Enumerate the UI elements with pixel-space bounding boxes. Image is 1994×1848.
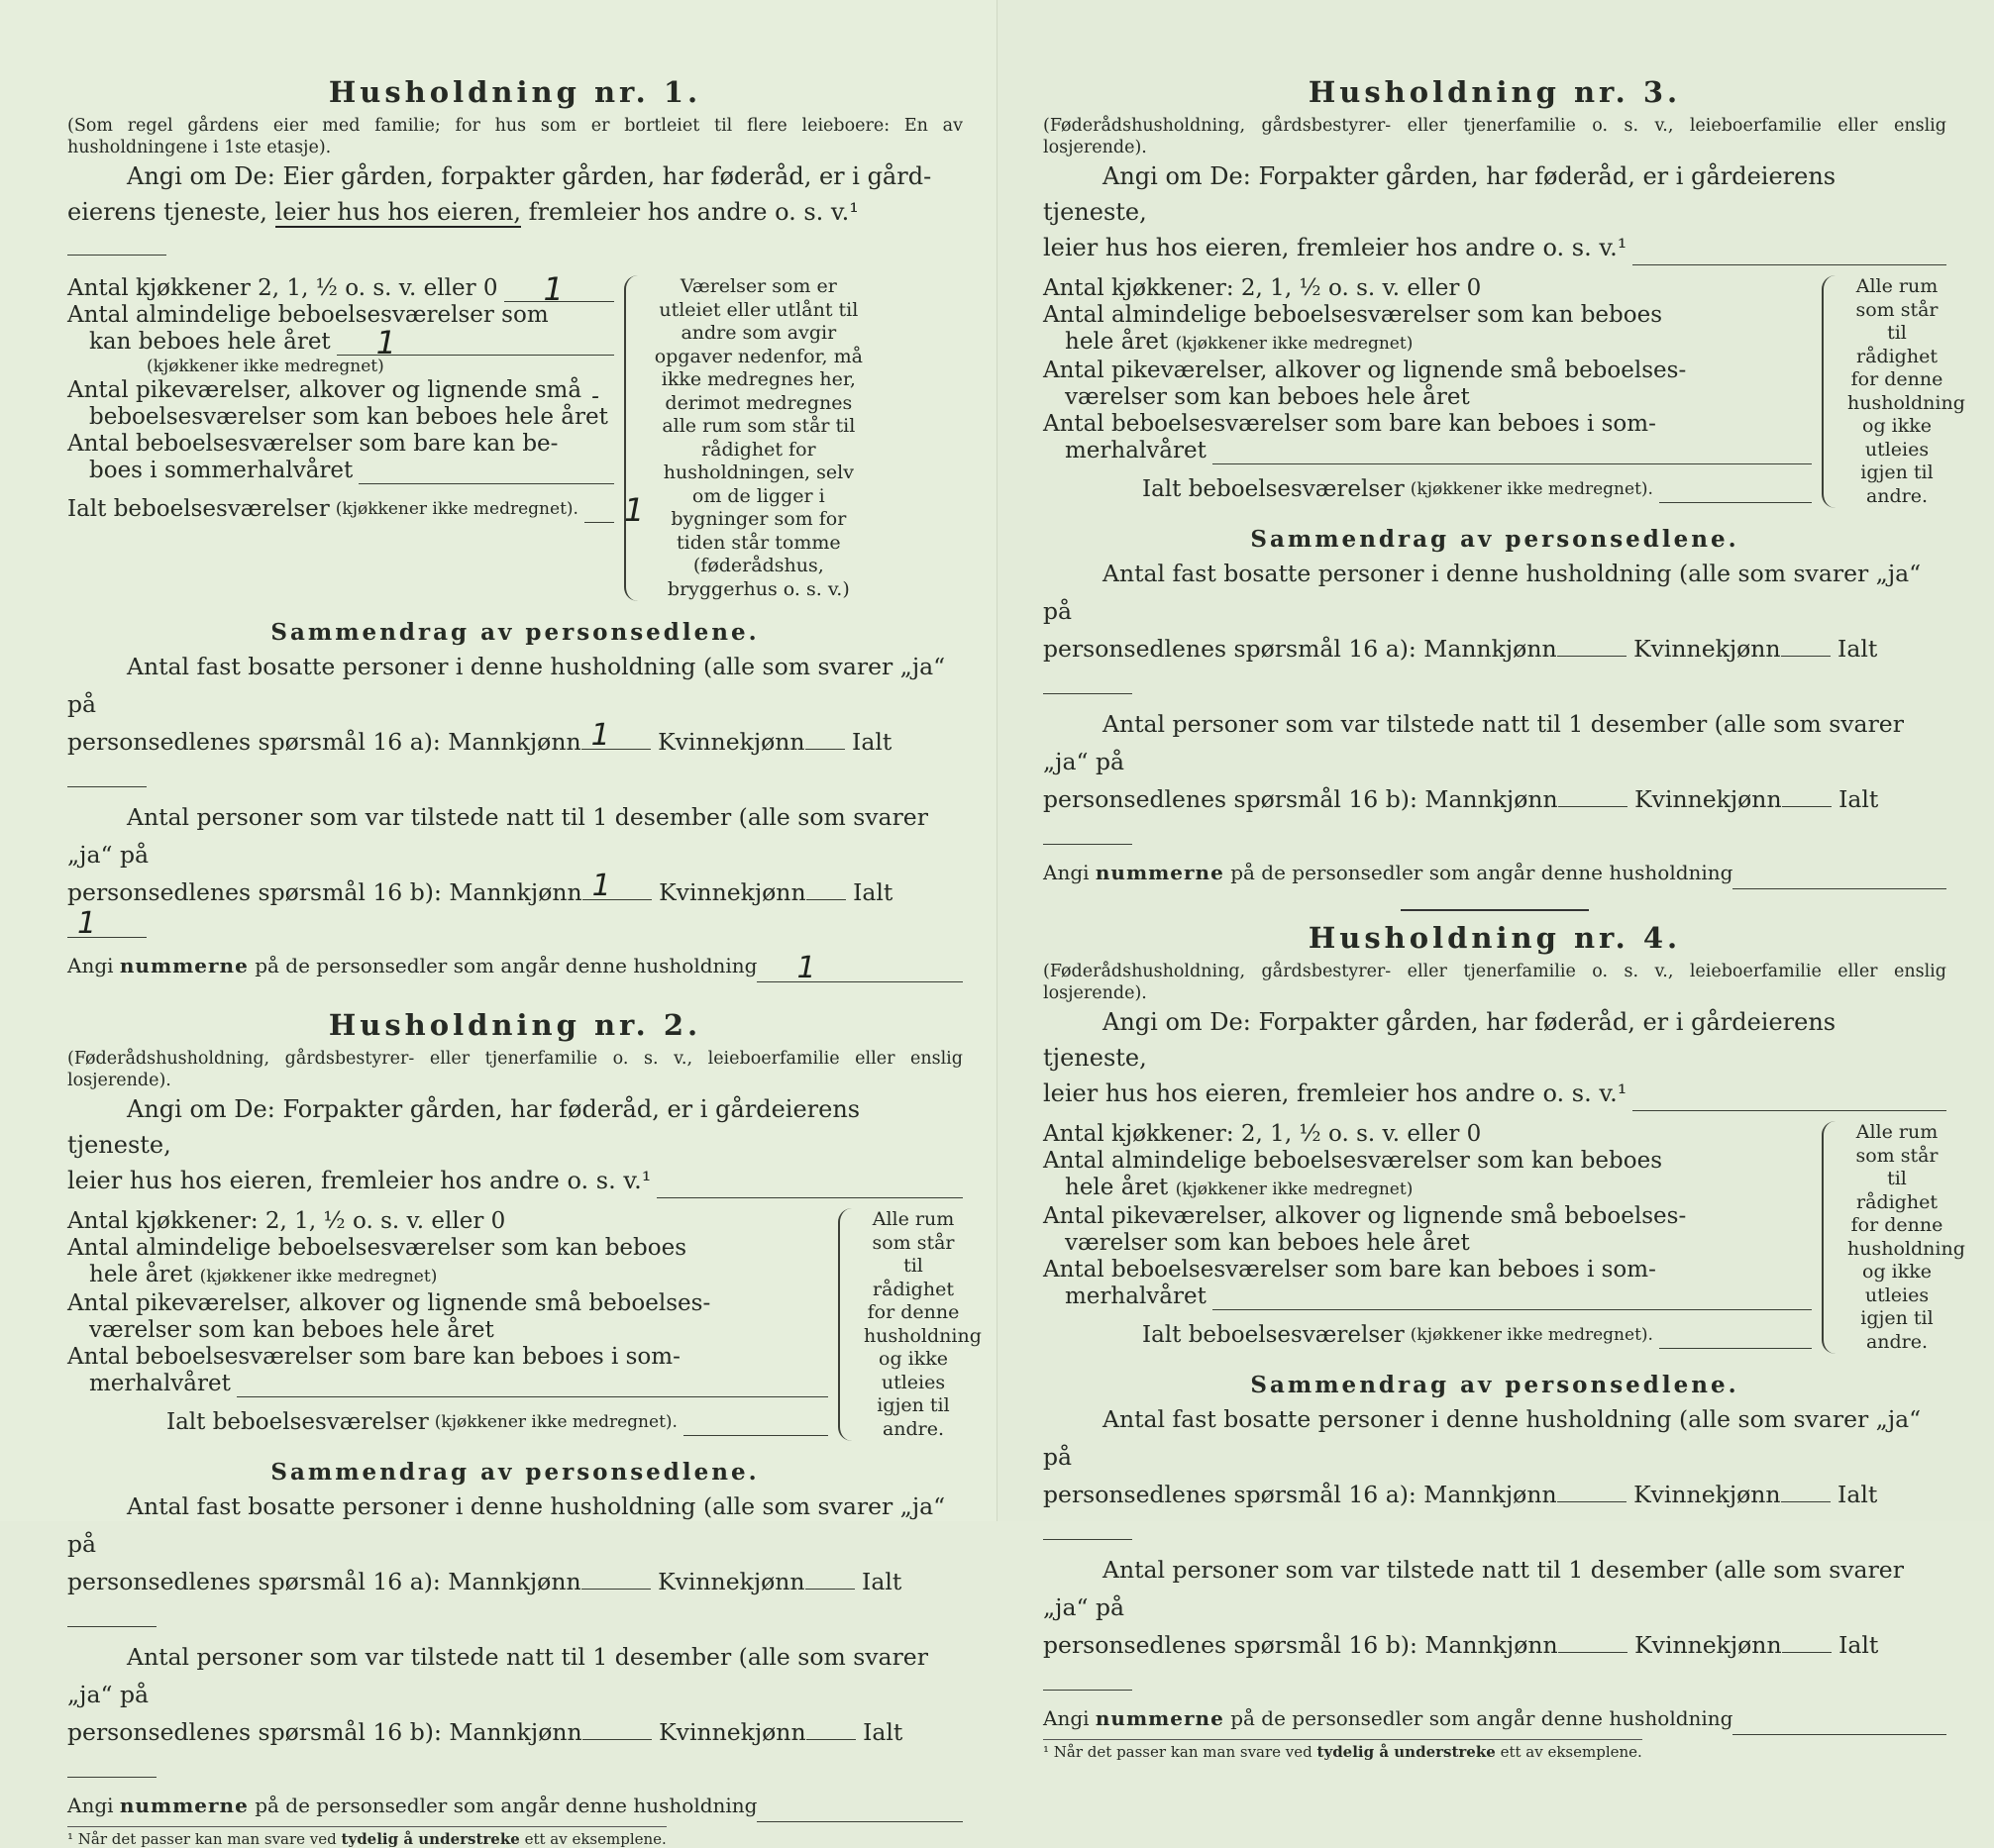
- household-4-title: Husholdning nr. 4.: [1308, 921, 1682, 955]
- household-3-title: Husholdning nr. 3.: [1308, 75, 1682, 109]
- household-1-rooms: Antal kjøkkener 2, 1, ½ o. s. v. eller 0 1 Antal almindelige beboelsesværelser som kan beboes hele året 1 (kjøkkener ikke medregnet) Antal pikeværelser, alkover og lignende små - beboelsesværelser som kan beboes hele året Antal beboelsesværelser som bare kan be- boes i sommerhalvåret Ialt beboelsesværelser (kjøkkener ikke medregnet). 1 Værelser som er utleiet eller utlånt til andre som avgir opgaver nedenfor, må ikke medregnes her, derimot medregnes alle rum som står til rådighet for husholdningen, selv om de ligger i bygninger som for tiden står tomme (føderådshus, bryggerhus o. s. v.): [67, 275, 963, 601]
- right-page: Husholdning nr. 3. (Føderådshusholdning, gårdsbestyrer- eller tjenerfamilie o. s. v., leieboerfamilie eller enslig losjerende). Angi om De: Forpakter gården, har føderåd, er i gårdeierens tjeneste, leier hus hos eieren, fremleier hos andre o. s. v.¹ Antal kjøkkener: 2, 1, ½ o. s. v. eller 0 Antal almindelige beboelsesværelser som kan beboes hele året (kjøkkener ikke medregnet) Antal pikeværelser, alkover og lignende små beboelses- værelser som kan beboes hele året Antal beboelsesværelser som bare kan beboes i som- merhalvåret Ialt beboelsesværelser (kjøkkener ikke medregnet). Alle rum som står til rådighet for denne husholdning og ikke utleies igjen til andre. Sammendrag av personsedlene. Antal fast bosatte personer i denne husholdning (alle som svarer „ja“ på personsedlenes spørsmål 16 a): Mannkjønn Kvinnekjønn Ialt Antal personer som var tilstede natt til 1 desember (alle som svarer „ja“ på personsedlenes spørsmål 16 b): Mannkjønn Kvinnekjønn Ialt Angi nummerne på de personsedler som angår denne husholdning Husholdning nr. 4. (Føderådshusholdning, gårdsbestyrer- eller tjenerfamilie o. s. v., leieboerfamilie eller enslig losjerende). Angi om De: Forpakter gården, har føderåd, er i gårdeierens tjeneste, leier hus hos eieren, fremleier hos andre o. s. v.¹ Antal kjøkkener: 2, 1, ½ o. s. v. eller 0 Antal almindelige beboelsesværelser som kan beboes hele året (kjøkkener ikke medregnet) Antal pikeværelser, alkover og lignende små beboelses- værelser som kan beboes hele året Antal beboelsesværelser som bare kan beboes i som- merhalvåret Ialt beboelsesværelser (kjøkkener ikke medregnet). Alle rum som står til rådighet for denne husholdning og ikke utleies igjen til andre. Sammendrag av personsedlene. Antal fast bosatte personer i denne husholdning (alle som svarer „ja“ på personsedlenes spørsmål 16 a): Mannkjønn Kvinnekjønn Ialt Antal personer som var tilstede natt til 1 desember (alle som svarer „ja“ på personsedlenes spørsmål 16 b): Mannkjønn Kvinnekjønn Ialt Angi nummerne på de personsedler som angår denne husholdning ¹ Når det passer kan man svare ved tydelig å understreke ett av eksemplene.: [997, 0, 1994, 1521]
- household-2-title: Husholdning nr. 2.: [328, 1008, 702, 1042]
- household-1-angi-line2: eierens tjeneste, leier hus hos eieren, fremleier hos andre o. s. v.¹: [67, 194, 963, 265]
- section-separator: [1401, 909, 1589, 911]
- ordinary-rooms-value: 1: [375, 324, 397, 361]
- footnote: ¹ Når det passer kan man svare ved tydelig å understreke ett av eksemplene.: [67, 1826, 667, 1848]
- underlined-answer: leier hus hos eieren,: [274, 198, 521, 226]
- kitchens-row: Antal kjøkkener 2, 1, ½ o. s. v. eller 0 1: [67, 275, 614, 302]
- household-1-angi: Angi om De: Eier gården, forpakter gården, har føderåd, er i gård-: [127, 162, 932, 190]
- household-3-rooms: Antal kjøkkener: 2, 1, ½ o. s. v. eller 0 Antal almindelige beboelsesværelser som kan beboes hele året (kjøkkener ikke medregnet) Antal pikeværelser, alkover og lignende små beboelses- værelser som kan beboes hele året Antal beboelsesværelser som bare kan beboes i som- merhalvåret Ialt beboelsesværelser (kjøkkener ikke medregnet). Alle rum som står til rådighet for denne husholdning og ikke utleies igjen til andre.: [1043, 275, 1965, 507]
- household-2-rooms: Antal kjøkkener: 2, 1, ½ o. s. v. eller 0 Antal almindelige beboelsesværelser som kan beboes hele året (kjøkkener ikke medregnet) Antal pikeværelser, alkover og lignende små beboelses- værelser som kan beboes hele året Antal beboelsesværelser som bare kan beboes i som- merhalvåret Ialt beboelsesværelser (kjøkkener ikke medregnet). Alle rum som står til rådighet for denne husholdning og ikke utleies igjen til andre.: [67, 1208, 982, 1440]
- household-1-rooms-note: Værelser som er utleiet eller utlånt til andre som avgir opgaver nedenfor, må ikke medregnes her, derimot medregnes alle rum som står til rådighet for husholdningen, selv om de ligger i bygninger som for tiden står tomme (føderådshus, bryggerhus o. s. v.): [654, 275, 863, 600]
- brace: [624, 275, 640, 601]
- h1-numbers-row: Angi nummerne på de personsedler som angår denne husholdning 1: [67, 949, 963, 982]
- household-1-summary-title: Sammendrag av personsedlene.: [270, 619, 760, 646]
- kitchens-value: 1: [543, 270, 564, 308]
- total-rooms-value: 1: [623, 491, 645, 529]
- total-rooms-row: Ialt beboelsesværelser (kjøkkener ikke medregnet). 1: [67, 491, 645, 529]
- household-1-title: Husholdning nr. 1.: [328, 75, 702, 109]
- household-4-rooms: Antal kjøkkener: 2, 1, ½ o. s. v. eller 0 Antal almindelige beboelsesværelser som kan beboes hele året (kjøkkener ikke medregnet) Antal pikeværelser, alkover og lignende små beboelses- værelser som kan beboes hele året Antal beboelsesværelser som bare kan beboes i som- merhalvåret Ialt beboelsesværelser (kjøkkener ikke medregnet). Alle rum som står til rådighet for denne husholdning og ikke utleies igjen til andre.: [1043, 1121, 1965, 1353]
- h1-16a-row: personsedlenes spørsmål 16 a): Mannkjønn 1 Kvinnekjønn Ialt: [67, 723, 963, 798]
- household-1-note: (Som regel gårdens eier med familie; for hus som er bortleiet til flere leieboere: En av husholdningene i 1ste etasje).: [67, 116, 963, 157]
- left-page: Husholdning nr. 1. (Som regel gårdens eier med familie; for hus som er bortleiet til flere leieboere: En av husholdningene i 1ste etasje). Angi om De: Eier gården, forpakter gården, har føderåd, er i gård- eierens tjeneste, leier hus hos eieren, fremleier hos andre o. s. v.¹ Antal kjøkkener 2, 1, ½ o. s. v. eller 0 1 Antal almindelige beboelsesværelser som kan beboes hele året 1 (kjøkkener ikke medregnet) Antal pikeværelser, alkover og lignende små - beboelsesværelser som kan beboes hele året Antal beboelsesværelser som bare kan be- boes i sommerhalvåret Ialt beboelsesværelser (kjøkkener ikke medregnet). 1 Værelser som er utleiet eller utlånt til andre som avgir opgaver nedenfor, må ikke medregnes her, derimot medregnes alle rum som står til rådighet for husholdningen, selv om de ligger i bygninger som for tiden står tomme (føderådshus, bryggerhus o. s. v.) Sammendrag av personsedlene. Antal fast bosatte personer i denne husholdning (alle som svarer „ja“ på personsedlenes spørsmål 16 a): Mannkjønn 1 Kvinnekjønn Ialt Antal personer som var tilstede natt til 1 desember (alle som svarer „ja“ på personsedlenes spørsmål 16 b): Mannkjønn 1 Kvinnekjønn Ialt 1 Angi nummerne på de personsedler som angår denne husholdning 1 Husholdning nr. 2. (Føderådshusholdning, gårdsbestyrer- eller tjenerfamilie o. s. v., leieboerfamilie eller enslig losjerende). Angi om De: Forpakter gården, har føderåd, er i gårdeierens tjeneste, leier hus hos eieren, fremleier hos andre o. s. v.¹ Antal kjøkkener: 2, 1, ½ o. s. v. eller 0 Antal almindelige beboelsesværelser som kan beboes hele året (kjøkkener ikke medregnet) Antal pikeværelser, alkover og lignende små beboelses- værelser som kan beboes hele året Antal beboelsesværelser som bare kan beboes i som- merhalvåret Ialt beboelsesværelser (kjøkkener ikke medregnet). Alle rum som står til rådighet for denne husholdning og ikke utleies igjen til andre. Sammendrag av personsedlene. Antal fast bosatte personer i denne husholdning (alle som svarer „ja“ på personsedlenes spørsmål 16 a): Mannkjønn Kvinnekjønn Ialt Antal personer som var tilstede natt til 1 desember (alle som svarer „ja“ på personsedlenes spørsmål 16 b): Mannkjønn Kvinnekjønn Ialt Angi nummerne på de personsedler som angår denne husholdning ¹ Når det passer kan man svare ved tydelig å understreke ett av eksemplene.: [0, 0, 997, 1521]
- h1-16b-row: personsedlenes spørsmål 16 b): Mannkjønn 1 Kvinnekjønn Ialt 1: [67, 869, 893, 941]
